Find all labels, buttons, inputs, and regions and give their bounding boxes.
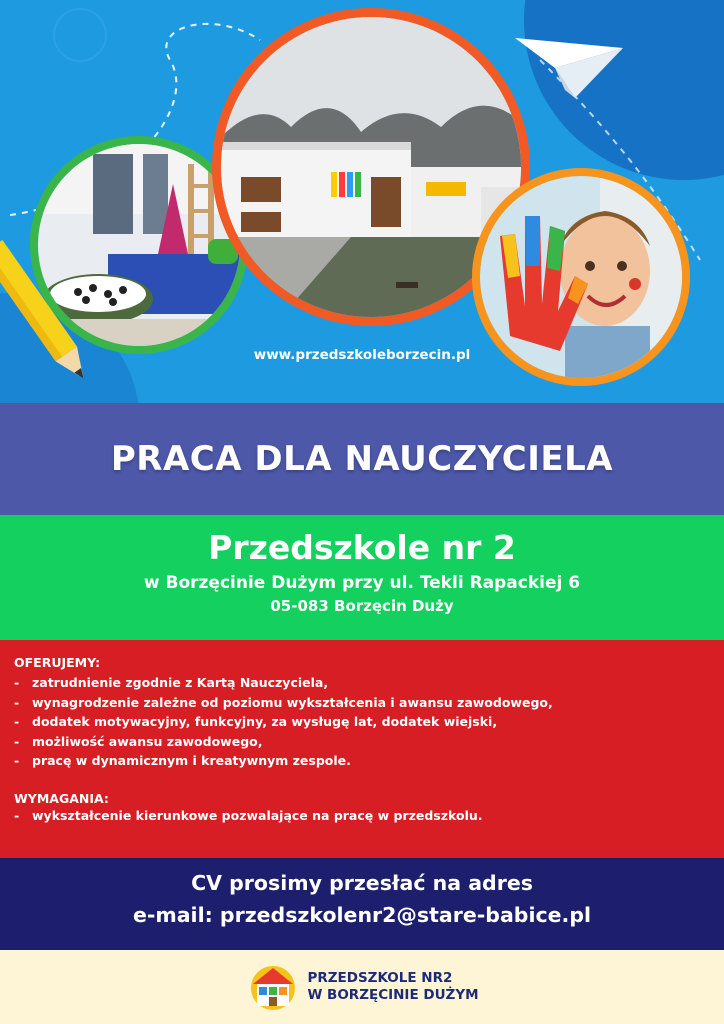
contact-email[interactable]: e-mail: przedszkolenr2@stare-babice.pl <box>132 903 592 927</box>
list-item: - wykształcenie kierunkowe pozwalające na pracę w przedszkolu. <box>14 807 483 823</box>
offer-heading: OFERUJEMY: <box>14 655 101 670</box>
school-name: Przedszkole nr 2 <box>208 528 516 567</box>
list-item: - pracę w dynamicznym i kreatywnym zespole. <box>14 753 351 769</box>
requirements-list <box>14 806 710 826</box>
logo-line: PRZEDSZKOLE NR2 <box>307 970 453 986</box>
requirements-heading: WYMAGANIA: <box>14 790 109 806</box>
footer <box>0 950 724 1024</box>
hero-banner <box>0 0 724 403</box>
paper-plane-icon <box>515 28 625 108</box>
school-info-band <box>0 515 724 640</box>
title-band <box>0 403 724 515</box>
house-logo-icon <box>245 962 301 1012</box>
page-title: PRACA DLA NAUCZYCIELA <box>110 439 614 479</box>
list-item: - możliwość awansu zawodowego, <box>14 733 263 749</box>
list-item: - wynagrodzenie zależne od poziomu wykształcenia i awansu zawodowego, <box>14 694 553 710</box>
contact-line: CV prosimy przesłać na adres <box>191 871 533 895</box>
website-url[interactable]: www.przedszkoleborzecin.pl <box>253 347 471 363</box>
offer-list <box>14 673 710 771</box>
logo-line: W BORZĘCINIE DUŻYM <box>307 987 479 1003</box>
school-address: w Borzęcinie Dużym przy ul. Tekli Rapackiej 6 <box>143 573 581 593</box>
list-item: - zatrudnienie zgodnie z Kartą Nauczyciela, <box>14 675 329 690</box>
school-logo <box>245 962 478 1012</box>
contact-band <box>0 858 724 950</box>
offer-requirements-band <box>0 640 724 858</box>
school-city: 05-083 Borzęcin Duży <box>270 597 454 615</box>
list-item: - dodatek motywacyjny, funkcyjny, za wysługę lat, dodatek wiejski, <box>14 714 498 730</box>
pencil-icon <box>0 240 100 400</box>
